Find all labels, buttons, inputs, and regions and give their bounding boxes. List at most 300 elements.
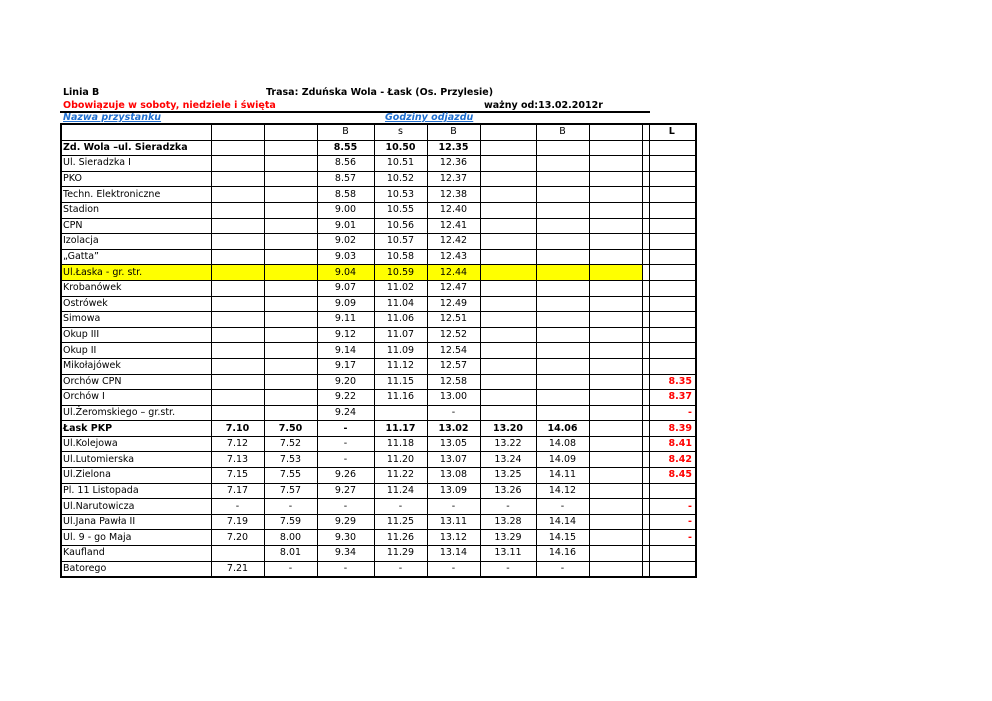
departure-time: 14.14 [536,514,589,530]
departure-time: 7.12 [211,436,264,452]
departure-time: 10.51 [374,156,427,172]
departure-time [589,327,642,343]
departure-time [480,405,536,421]
departure-time [480,218,536,234]
departure-time: 9.30 [317,530,374,546]
departure-time: - [649,514,696,530]
departure-time: 11.16 [374,390,427,406]
departure-time [589,436,642,452]
departure-time [211,312,264,328]
departure-time [642,421,649,437]
table-row [61,296,696,312]
departure-time [642,296,649,312]
stop-name: Ostrówek [61,296,211,312]
departure-time [589,468,642,484]
table-row [61,546,696,562]
departure-time [211,390,264,406]
departure-time [649,249,696,265]
departure-time: 12.58 [427,374,480,390]
departure-time [264,234,317,250]
departure-time [264,280,317,296]
departure-time [536,171,589,187]
departure-time: 9.00 [317,202,374,218]
departure-time: 8.35 [649,374,696,390]
departure-time: 7.20 [211,530,264,546]
departure-time: 8.55 [317,140,374,156]
departure-time [211,343,264,359]
departure-time [649,187,696,203]
departure-time: 13.20 [480,421,536,437]
departure-time: 9.03 [317,249,374,265]
departure-time: 12.47 [427,280,480,296]
table-row [61,374,696,390]
departure-time [264,374,317,390]
stop-name-label: Nazwa przystanku [63,112,162,123]
departure-time [649,140,696,156]
departure-time: 14.06 [536,421,589,437]
stop-name: Kaufland [61,546,211,562]
departure-time: 11.20 [374,452,427,468]
departure-time [480,343,536,359]
departure-time [589,421,642,437]
departure-time [536,374,589,390]
departure-time: 8.39 [649,421,696,437]
stop-name: Okup II [61,343,211,359]
departure-time [264,202,317,218]
departure-time [589,499,642,515]
departure-time [589,405,642,421]
departure-time [480,187,536,203]
stop-name: Ul.Zielona [61,468,211,484]
departure-time: 7.52 [264,436,317,452]
departure-time: 13.00 [427,390,480,406]
header-cell-c11 [642,124,649,140]
departure-time [642,140,649,156]
departure-time [589,374,642,390]
departure-time: 14.12 [536,483,589,499]
departure-time [589,140,642,156]
departure-time [264,312,317,328]
stop-name: Łask PKP [61,421,211,437]
departures-label: Godziny odjazdu [385,112,474,123]
departure-time [264,405,317,421]
stop-name: Ul.Łaska - gr. str. [61,265,211,281]
departure-time: - [649,499,696,515]
departure-time: 7.17 [211,483,264,499]
stop-name: PKO [61,171,211,187]
departure-time [642,187,649,203]
departure-time [649,546,696,562]
departure-time [480,296,536,312]
departure-time [589,452,642,468]
departure-time [536,405,589,421]
departure-time [589,343,642,359]
departure-time: 7.55 [264,468,317,484]
departure-time: 9.26 [317,468,374,484]
departure-time [480,374,536,390]
departure-time: 13.11 [480,546,536,562]
departure-time [211,296,264,312]
departure-time: 12.51 [427,312,480,328]
departure-time [480,171,536,187]
stop-name: Mikołajówek [61,358,211,374]
departure-time: 10.53 [374,187,427,203]
departure-time: 11.12 [374,358,427,374]
departure-time: - [317,436,374,452]
departure-time: 13.08 [427,468,480,484]
departure-time: - [374,499,427,515]
stop-name: Techn. Elektroniczne [61,187,211,203]
departure-time [649,343,696,359]
departure-time: - [317,452,374,468]
table-row [61,514,696,530]
table-row [61,265,696,281]
departure-time [589,265,642,281]
departure-time: 14.09 [536,452,589,468]
stop-name: Okup III [61,327,211,343]
departure-time [211,171,264,187]
stop-name: Orchów CPN [61,374,211,390]
departure-time [642,234,649,250]
departure-time [589,561,642,577]
departure-time [649,483,696,499]
stop-name: „Gatta” [61,249,211,265]
departure-time [589,280,642,296]
departure-time: 13.25 [480,468,536,484]
departure-time: - [649,530,696,546]
table-row [61,327,696,343]
departure-time: 8.45 [649,468,696,484]
departure-time: 10.52 [374,171,427,187]
departure-time: 7.15 [211,468,264,484]
departure-time [642,280,649,296]
departure-time [211,265,264,281]
departure-time [536,280,589,296]
departure-time: 7.50 [264,421,317,437]
departure-time [649,561,696,577]
departure-time: 13.11 [427,514,480,530]
departure-time [642,218,649,234]
departure-time [211,156,264,172]
departure-time: - [264,499,317,515]
departure-time [536,265,589,281]
header-cell-c2 [264,124,317,140]
departure-time [536,312,589,328]
departure-time: 9.11 [317,312,374,328]
departure-time [211,202,264,218]
table-row [61,405,696,421]
departure-time: 7.13 [211,452,264,468]
stop-name: Ul.Jana Pawła II [61,514,211,530]
departure-time: - [427,405,480,421]
departure-time: 7.21 [211,561,264,577]
departure-time [642,343,649,359]
departure-time: 9.29 [317,514,374,530]
departure-time: 12.57 [427,358,480,374]
table-row [61,499,696,515]
table-row [61,452,696,468]
table-row [61,156,696,172]
departure-time [642,483,649,499]
departure-time: 13.22 [480,436,536,452]
departure-time: 9.09 [317,296,374,312]
departure-time [536,296,589,312]
departure-time [642,156,649,172]
departure-time [536,187,589,203]
column-header-row [61,124,696,140]
departure-time: 8.41 [649,436,696,452]
table-row [61,202,696,218]
departure-time [264,390,317,406]
header-cell-c5: B [427,124,480,140]
departure-time [536,218,589,234]
departure-time [642,390,649,406]
departure-time [536,234,589,250]
stop-name: Ul.Lutomierska [61,452,211,468]
departure-time [589,390,642,406]
table-row [61,249,696,265]
validity-days: Obowiązuje w soboty, niedziele i święta [63,100,276,111]
departure-time: 11.07 [374,327,427,343]
table-row [61,234,696,250]
departure-time: - [374,561,427,577]
departure-time [642,374,649,390]
departure-time: 8.01 [264,546,317,562]
departure-time: 8.57 [317,171,374,187]
departure-time [589,546,642,562]
departure-time: 13.09 [427,483,480,499]
departure-time [211,249,264,265]
departure-time [211,374,264,390]
departure-time: 7.10 [211,421,264,437]
departure-time [649,202,696,218]
departure-time: - [536,499,589,515]
departure-time [536,249,589,265]
table-row [61,280,696,296]
departure-time: 9.27 [317,483,374,499]
stop-name: Ul.Żeromskiego – gr.str. [61,405,211,421]
departure-time [589,171,642,187]
departure-time: 9.01 [317,218,374,234]
departure-time [480,202,536,218]
departure-time [480,390,536,406]
departure-time: 13.29 [480,530,536,546]
departure-time: 10.50 [374,140,427,156]
departure-time [649,156,696,172]
departure-time: - [211,499,264,515]
departure-time: 12.44 [427,265,480,281]
departure-time [480,156,536,172]
stop-name: Stadion [61,202,211,218]
valid-from: ważny od:13.02.2012r [484,100,603,111]
departure-time [642,499,649,515]
departure-time [589,218,642,234]
departure-time [642,358,649,374]
departure-time [480,249,536,265]
departure-time [649,312,696,328]
table-row [61,358,696,374]
departure-time [264,249,317,265]
departure-time: 12.54 [427,343,480,359]
table-row [61,390,696,406]
departure-time [642,468,649,484]
departure-time: 11.09 [374,343,427,359]
departure-time: - [536,561,589,577]
table-row [61,187,696,203]
departure-time: 13.24 [480,452,536,468]
table-row [61,483,696,499]
departure-time [480,140,536,156]
departure-time [589,514,642,530]
departure-time [536,156,589,172]
departure-time: - [317,421,374,437]
departure-time: 10.57 [374,234,427,250]
departure-time: 12.38 [427,187,480,203]
departure-time [211,280,264,296]
stop-name: Orchów I [61,390,211,406]
departure-time: 8.42 [649,452,696,468]
departure-time: 8.58 [317,187,374,203]
departure-time [211,327,264,343]
stop-name: Izolacja [61,234,211,250]
departure-time: 9.34 [317,546,374,562]
stop-name: CPN [61,218,211,234]
departure-time: 14.16 [536,546,589,562]
timetable [60,123,697,578]
departure-time [642,202,649,218]
departure-time: 11.04 [374,296,427,312]
departure-time [589,187,642,203]
departure-time: 9.20 [317,374,374,390]
departure-time: 13.26 [480,483,536,499]
departure-time [642,249,649,265]
header-cell-c12: L [649,124,696,140]
departure-time: - [427,561,480,577]
departure-time: 12.37 [427,171,480,187]
departure-time: 11.22 [374,468,427,484]
departure-time [589,358,642,374]
departure-time: - [480,499,536,515]
departure-time [642,514,649,530]
departure-time [264,327,317,343]
departure-time [536,140,589,156]
stop-name: Simowa [61,312,211,328]
departure-time [480,265,536,281]
departure-time: 12.35 [427,140,480,156]
departure-time [536,327,589,343]
departure-time [536,202,589,218]
departure-time [649,296,696,312]
departure-time: 9.22 [317,390,374,406]
departure-time [649,234,696,250]
departure-time [264,296,317,312]
departure-time: 9.12 [317,327,374,343]
departure-time: 11.02 [374,280,427,296]
departure-time [649,265,696,281]
departure-time [649,327,696,343]
departure-time [374,405,427,421]
stop-name: Krobanówek [61,280,211,296]
table-row [61,468,696,484]
departure-time: 7.59 [264,514,317,530]
departure-time [589,156,642,172]
departure-time [589,483,642,499]
stop-name: Zd. Wola –ul. Sieradzka [61,140,211,156]
departure-time [589,234,642,250]
departure-time [642,327,649,343]
departure-time: 13.12 [427,530,480,546]
departure-time [480,280,536,296]
departure-time: 13.14 [427,546,480,562]
departure-time [642,436,649,452]
departure-time [264,171,317,187]
departure-time [649,171,696,187]
departure-time [642,171,649,187]
departure-time: 12.43 [427,249,480,265]
departure-time [642,312,649,328]
departure-time: 14.11 [536,468,589,484]
departure-time: 11.24 [374,483,427,499]
departure-time: 9.04 [317,265,374,281]
departure-time: 9.14 [317,343,374,359]
departure-time [642,265,649,281]
departure-time [536,390,589,406]
departure-time [642,561,649,577]
departure-time [480,234,536,250]
departure-time: 11.29 [374,546,427,562]
route-label: Trasa: Zduńska Wola - Łask (Os. Przylesie) [266,87,494,98]
departure-time [642,452,649,468]
departure-time: - [427,499,480,515]
departure-time: 7.19 [211,514,264,530]
stop-name: Ul. Sieradzka I [61,156,211,172]
departure-time [211,218,264,234]
departure-time: 8.56 [317,156,374,172]
departure-time: 11.06 [374,312,427,328]
stop-name: Ul. 9 - go Maja [61,530,211,546]
departure-time [589,202,642,218]
departure-time [649,218,696,234]
departure-time [642,530,649,546]
departure-time: 12.41 [427,218,480,234]
table-row [61,561,696,577]
departure-time: 9.17 [317,358,374,374]
departure-time [264,140,317,156]
departure-time [264,218,317,234]
departure-time [211,187,264,203]
stop-name: Ul.Narutowicza [61,499,211,515]
departure-time: 12.36 [427,156,480,172]
header-cell-c7: B [536,124,589,140]
departure-time: 11.26 [374,530,427,546]
departure-time [211,234,264,250]
departure-time: 10.59 [374,265,427,281]
departure-time: - [649,405,696,421]
departure-time: 11.15 [374,374,427,390]
departure-time: 8.37 [649,390,696,406]
departure-time [642,405,649,421]
table-row [61,140,696,156]
header-cell-c4: s [374,124,427,140]
header-cell-name [61,124,211,140]
departure-time: 7.57 [264,483,317,499]
departure-time: 11.18 [374,436,427,452]
departure-time: 10.58 [374,249,427,265]
departure-time [649,358,696,374]
departure-time [264,358,317,374]
departure-time [649,280,696,296]
stop-name: Pl. 11 Listopada [61,483,211,499]
